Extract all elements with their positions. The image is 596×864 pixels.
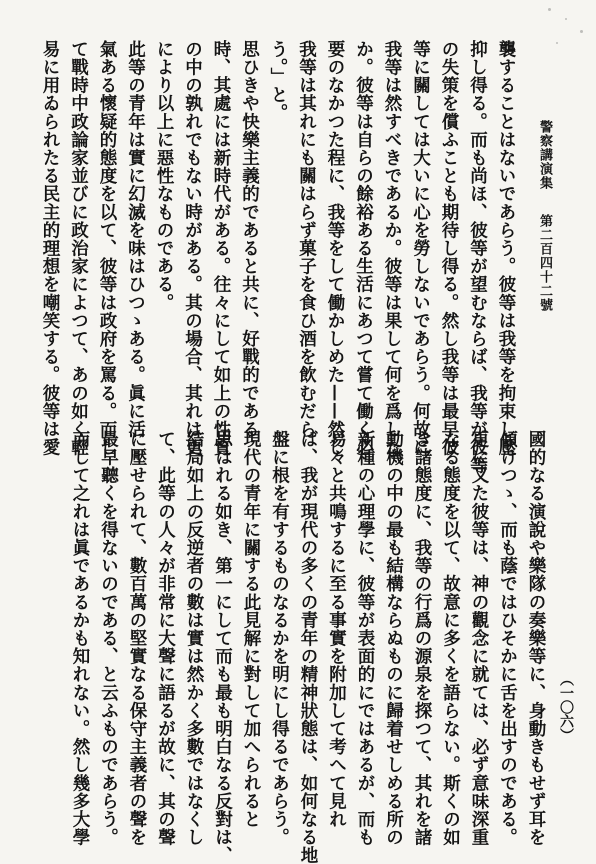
text-column: う。」と。 [268, 40, 288, 122]
text-block-bottom [70, 430, 550, 864]
text-column: 傾けつゝ、而も蔭ではひそかに舌を出すのである。 [497, 430, 518, 847]
text-column: 氣ある懷疑的態度を以て、彼等は政府を罵る。而し [97, 40, 117, 457]
text-column: か。彼等は自らの餘裕ある生活にあつて嘗て働く必 [353, 40, 374, 457]
text-column: の中の孰れでもない時がある。其の場合、其れは更 [182, 40, 203, 457]
text-column: 結局如上の反逆者の數は實は然かく多數ではなくし [184, 430, 204, 847]
text-column: 思はれる如き、第一にして而も最も明白なる反對は、 [212, 430, 233, 864]
text-column: 等に關しては大いに心を勞しないであらう。何故に [410, 40, 431, 457]
text-column: 而して之れは眞であるかも知れない。然し幾多大學 [70, 430, 90, 847]
text-column: ば、我が現代の多くの青年の精神狀態は、如何なる地 [298, 430, 318, 864]
text-column: て戰時中政論家並びに政治家によつて、あの如く輕 [68, 40, 89, 457]
text-column: 盤に根を有するものなるかを明にし得るであらう。 [269, 430, 290, 847]
text-column: 襲することはないであらう。彼等は我等を拘束し壓 [496, 40, 516, 457]
text-column: 動機の中の最も結構ならぬものに歸着せしめる所の [383, 430, 404, 847]
header-series-title: 警察講演集 [537, 120, 552, 190]
text-column: 抑し得る。而も尚ほ、彼等が望むならば、我等が彼等 [467, 40, 488, 475]
text-column: に壓せられて、數百萬の堅實なる保守主義者の聲を [127, 430, 147, 847]
text-column: 國的なる演說や樂隊の奏樂等に、身動きもせず耳を [526, 430, 546, 847]
text-column: 我等は然すべきであるか。彼等は果して何を爲した [382, 40, 402, 457]
text-column: 易々と共鳴するに至る事實を附加して考へて見れ [326, 430, 347, 829]
text-column: により以上に惡性なものである。 [154, 40, 174, 312]
text-column: て、此等の人々が非常に大聲に語るが故に、其の聲 [155, 430, 176, 847]
header-issue-number: 第二百四十二號 [537, 214, 552, 312]
text-column: 時、其處には新時代がある。往々にして如上の性質 [211, 40, 231, 457]
text-column: の失策を償ふことも期待し得る。然し我等は最早彼 [439, 40, 459, 457]
text-column: 新種の心理學に、彼等が表面的にではあるが、而も [355, 430, 375, 847]
text-column: 現代の青年に關する此見解に對して加へられると [241, 430, 261, 829]
text-column: なる態度を以て、故意に多くを語らない。斯くの如 [440, 430, 461, 847]
text-column: き諸態度に、我等の行爲の源泉を探つて、其れを諸 [412, 430, 432, 847]
text-column: 要のなかつた程に、我等をして働かしめた——然し [325, 40, 345, 457]
text-block-top [40, 40, 520, 475]
text-column: 易に用ゐられたる民主的理想を嘲笑する。彼等は愛 [40, 40, 60, 457]
page-number: （一〇六） [558, 672, 574, 742]
text-column: 思ひきや快樂主義的であると共に、好戰的である [239, 40, 260, 439]
print-speck [556, 42, 558, 44]
print-speck [548, 8, 551, 11]
print-speck [580, 30, 583, 33]
text-column: 此等の青年は實に幻滅を味はひつゝある。眞に活 [125, 40, 146, 439]
text-column: 最早聽くを得ないのである、と云ふものであらう。 [98, 430, 119, 847]
text-column: 更に又た彼等は、神の觀念に就ては、必ず意味深重 [469, 430, 489, 847]
print-speck [565, 18, 567, 20]
text-column: 我等は其れにも關はらず菓子を食ひ酒を飲むだら [296, 40, 317, 439]
